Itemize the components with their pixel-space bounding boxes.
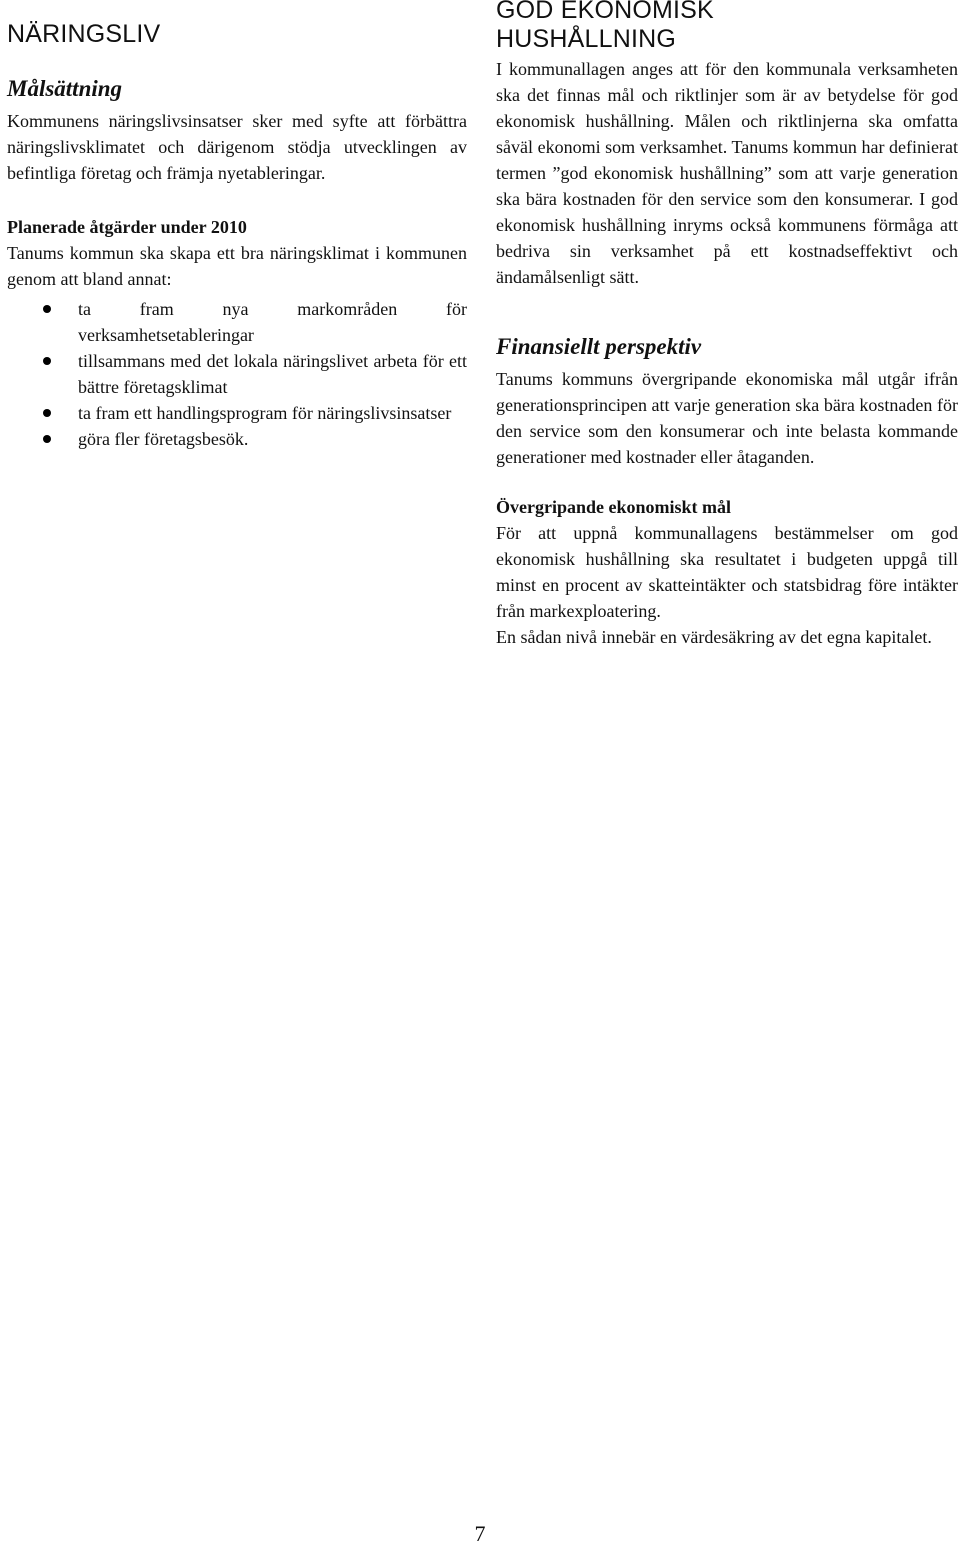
section-title-god-ekonomisk-hushallning [496, 0, 958, 54]
list-item-text: tillsammans med det lokala näringslivet arbeta för ett bättre företagsklimat [78, 351, 467, 397]
bullet-icon [43, 409, 51, 417]
section-title-line-2: HUSHÅLLNING [496, 25, 677, 53]
intro-paragraph: I kommunallagen anges att för den kommunala verksamheten ska det finnas mål och riktlinjer som är av betydelse för god ekonomisk hushållning. Målen och riktlinjerna ska omfatta såväl ekonomi som verksamhet. Tanums kommun har definierat termen ”god ekonomisk hushållning” som att varje generation ska bära kostnaden för den service som den konsumerar. I god ekonomisk hushållning inryms också kommunens förmåga att bedriva sin verksamhet på ett kostnadseffektivt och ändamålsenligt sätt. [496, 59, 958, 287]
economic-goal-heading: Övergripande ekonomiskt mål [496, 497, 732, 517]
economic-goal-paragraph-2: En sådan nivå innebär en värdesäkring av det egna kapitalet. [496, 627, 932, 647]
list-item [7, 426, 467, 452]
economic-goal-paragraph-1: För att uppnå kommunallagens bestämmelser om god ekonomisk hushållning ska resultatet i budgeten uppgå till minst en procent av skatteintäkter och statsbidrag före intäkter från markexploatering. [496, 523, 958, 621]
goal-heading: Målsättning [7, 76, 123, 101]
bullet-icon [43, 357, 51, 365]
page-number: 7 [474, 1521, 486, 1546]
bullet-icon [43, 305, 51, 313]
financial-heading: Finansiellt perspektiv [496, 334, 702, 359]
list-item-text: ta fram ett handlingsprogram för näringslivsinsatser [78, 403, 452, 423]
section-title-naringsliv: NÄRINGSLIV [7, 20, 161, 48]
list-item [7, 296, 467, 348]
section-title-line-1: GOD EKONOMISK [496, 0, 714, 24]
right-column [496, 0, 958, 650]
actions-intro-paragraph: Tanums kommun ska skapa ett bra näringsklimat i kommunen genom att bland annat: [7, 243, 467, 289]
actions-list [7, 296, 467, 452]
list-item [7, 400, 467, 426]
goal-paragraph: Kommunens näringslivsinsatser sker med syfte att förbättra näringslivsklimatet och därigenom stödja utvecklingen av befintliga företag och främja nyetableringar. [7, 111, 467, 183]
bullet-icon [43, 435, 51, 443]
left-column [7, 0, 467, 452]
list-item-text: ta fram nya markområden för verksamhetsetableringar [78, 299, 467, 345]
financial-paragraph: Tanums kommuns övergripande ekonomiska mål utgår ifrån generationsprincipen att varje generation ska bära kostnaden för den service som den konsumerar och inte belasta kommande generationer med kostnader eller åtaganden. [496, 369, 958, 467]
actions-heading: Planerade åtgärder under 2010 [7, 217, 247, 237]
list-item [7, 348, 467, 400]
list-item-text: göra fler företagsbesök. [78, 429, 249, 449]
